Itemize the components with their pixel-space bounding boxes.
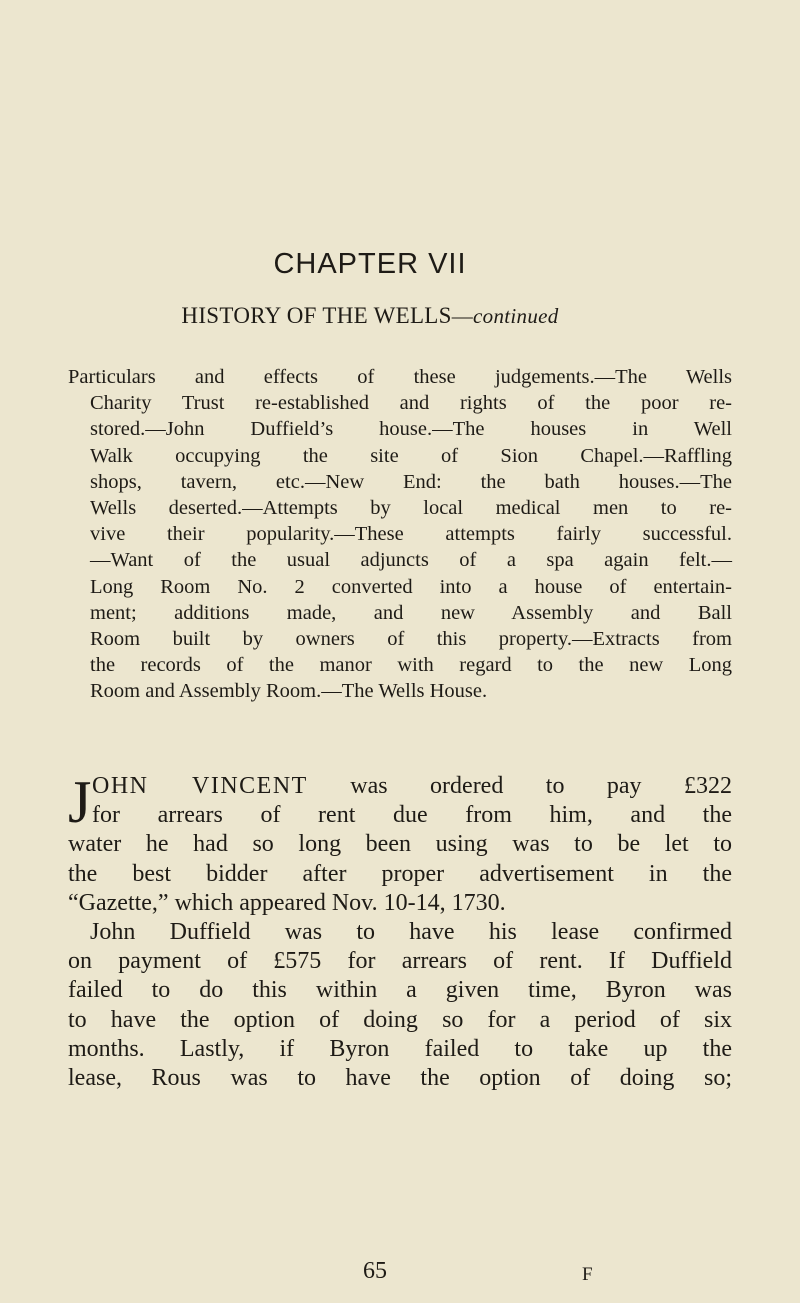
section-title bbox=[0, 303, 770, 329]
body-line: to have the option of doing so for a period of six bbox=[68, 1006, 732, 1033]
chapter-synopsis bbox=[68, 364, 732, 705]
synopsis-line: —Want of the usual adjuncts of a spa again felt.— bbox=[90, 549, 732, 572]
body-line-rest: was ordered to pay £322 bbox=[307, 773, 732, 799]
synopsis-line: shops, tavern, etc.—New End: the bath houses.—The bbox=[90, 470, 732, 493]
synopsis-line: vive their popularity.—These attempts fairly successful. bbox=[90, 523, 732, 546]
synopsis-line: the records of the manor with regard to the new Long bbox=[90, 654, 732, 677]
section-title-caps: HISTORY OF THE WELLS bbox=[181, 303, 452, 328]
body-line: months. Lastly, if Byron failed to take up the bbox=[68, 1035, 732, 1062]
body-line: failed to do this within a given time, Byron was bbox=[68, 977, 732, 1004]
section-title-continued: continued bbox=[473, 304, 559, 328]
section-title-dash: — bbox=[451, 304, 474, 328]
page-number: 65 bbox=[363, 1258, 387, 1284]
body-line bbox=[68, 772, 732, 801]
synopsis-line: Charity Trust re-established and rights of the poor re- bbox=[90, 392, 732, 415]
body-line: John Duffield was to have his lease confirmed bbox=[90, 919, 732, 946]
synopsis-line: stored.—John Duffield’s house.—The houses in Well bbox=[90, 418, 732, 441]
opening-caps: OHN VINCENT bbox=[92, 773, 308, 799]
chapter-title: CHAPTER VII bbox=[273, 248, 467, 280]
body-text bbox=[68, 769, 732, 1093]
synopsis-line: Room and Assembly Room.—The Wells House. bbox=[90, 680, 488, 703]
body-line: for arrears of rent due from him, and the bbox=[92, 802, 732, 829]
body-line: on payment of £575 for arrears of rent. If Duffield bbox=[68, 948, 732, 975]
body-line: “Gazette,” which appeared Nov. 10-14, 1730. bbox=[68, 889, 506, 916]
synopsis-line: Walk occupying the site of Sion Chapel.—Raffling bbox=[90, 444, 732, 467]
drop-cap: J bbox=[68, 769, 92, 835]
body-line: water he had so long been using was to be let to bbox=[68, 831, 732, 858]
synopsis-line: ment; additions made, and new Assembly and Ball bbox=[90, 601, 732, 624]
synopsis-line: Long Room No. 2 converted into a house of entertain- bbox=[90, 575, 732, 598]
synopsis-line: Particulars and effects of these judgements.—The Wells bbox=[68, 366, 732, 388]
synopsis-line: Room built by owners of this property.—Extracts from bbox=[90, 628, 732, 651]
signature-mark: F bbox=[582, 1264, 593, 1285]
body-line: the best bidder after proper advertisement in the bbox=[68, 860, 732, 887]
synopsis-line: Wells deserted.—Attempts by local medical men to re- bbox=[90, 497, 732, 520]
body-line: lease, Rous was to have the option of doing so; bbox=[68, 1065, 732, 1092]
